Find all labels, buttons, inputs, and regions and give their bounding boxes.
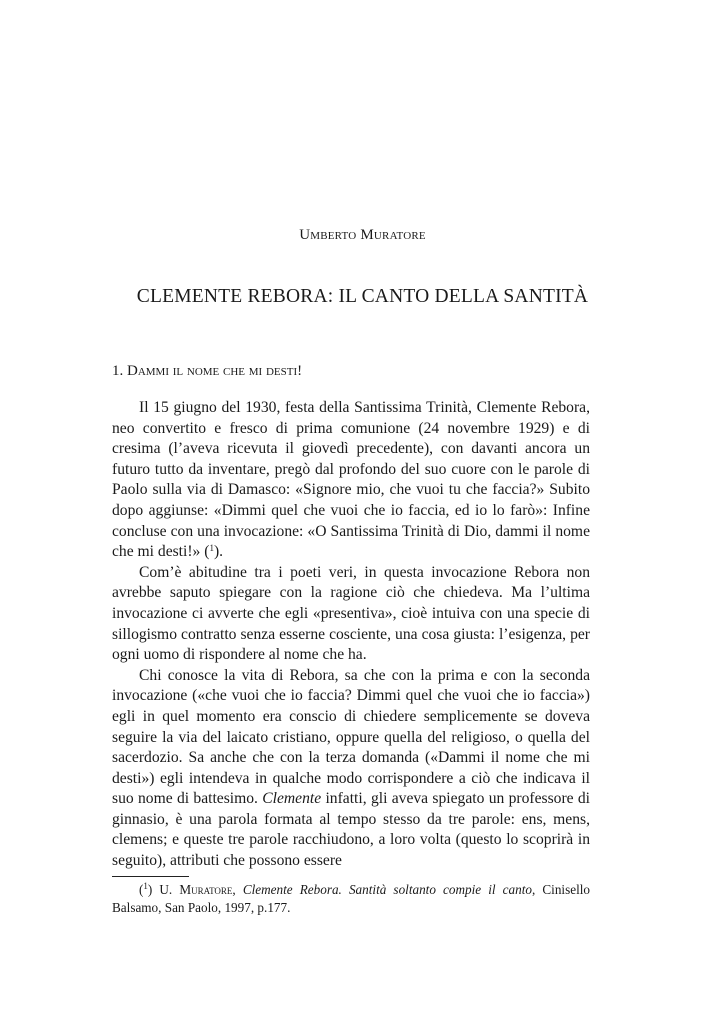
paragraph-3 xyxy=(112,666,590,872)
footnote-divider xyxy=(112,876,189,877)
body-text xyxy=(112,398,590,872)
paragraph-2: Com’è abitudine tra i poeti veri, in questa invocazione Rebora non avrebbe saputo spiegare con la ragione ciò che chiedeva. Ma l’ultima invocazione ci avverte che egli «presentiva», cioè intuiva con una specie di sillogismo contratto senza esserne cosciente, una cosa giusta: l’esigenza, per ogni uomo di rispondere al nome che ha. xyxy=(112,563,590,664)
footnote: ($^1$) U. Muratore, Clemente Rebora. Santità soltanto compie il canto, Cinisello Balsamo, San Paolo, 1997, p.177. xyxy=(112,881,590,915)
footnote-marker: 1 xyxy=(143,881,148,891)
footnote-author-initial: U. xyxy=(159,882,180,897)
footnote-publication: , Cinisello Balsamo, San Paolo, 1997, p.177. xyxy=(112,882,590,915)
footnote-separator: , xyxy=(232,882,243,897)
section-heading: 1. Dammi il nome che mi desti! xyxy=(112,363,303,379)
paragraph-3-text-a: Chi conosce la vita di Rebora, sa che con la prima e con la seconda invocazione («che vuoi che io faccia? Dimmi quel che vuoi che io faccia») egli in quel momento era conscio di chiedere semplicemente se doveva seguire la via del laicato cristiano, oppure quella del religioso, o quella del sacerdozio. Sa anche che con la terza domanda («Dammi il nome che mi desti») egli intendeva in qualche modo corrispondere a ciò che indicava il suo nome di battesimo. xyxy=(112,666,590,808)
footnote-author-surname: Muratore xyxy=(179,882,233,897)
author-name: Umberto Muratore xyxy=(299,227,426,243)
paragraph-3-italic-name: Clemente xyxy=(262,790,322,808)
paragraph-3-text-b: infatti, gli aveva spiegato un professore di ginnasio, è una parola formata al tempo stesso da tre parole: ens, mens, clemens; e queste tre parole racchiudono, a loro volta (questo lo scoprirà in seguito), attributi che possono essere xyxy=(112,790,591,870)
paragraph-1-end: ). xyxy=(213,543,224,561)
paragraph-1 xyxy=(112,398,590,563)
paragraph-1-text: Il 15 giugno del 1930, festa della Santissima Trinità, Clemente Rebora, neo convertito e fresco di prima comunione (24 novembre 1929) e di cresima (l’aveva ricevuta il giovedì precedente), con davanti ancora un futuro tutto da inventare, pregò dal profondo del suo cuore con le parole di Paolo sulla via di Damasco: «Signore mio, che vuoi tu che faccia?» Subito dopo aggiunse: «Dimmi quel che vuoi che io faccia, ed io lo farò»: Infine concluse con una invocazione: «O Santissima Trinità di Dio, dammi il nome che mi desti!» ( xyxy=(112,399,590,561)
article-title: CLEMENTE REBORA: IL CANTO DELLA SANTITÀ xyxy=(136,286,589,307)
footnote-work-title: Clemente Rebora. Santità soltanto compie il canto xyxy=(242,882,532,897)
footnote-reference: 1 xyxy=(209,543,214,554)
